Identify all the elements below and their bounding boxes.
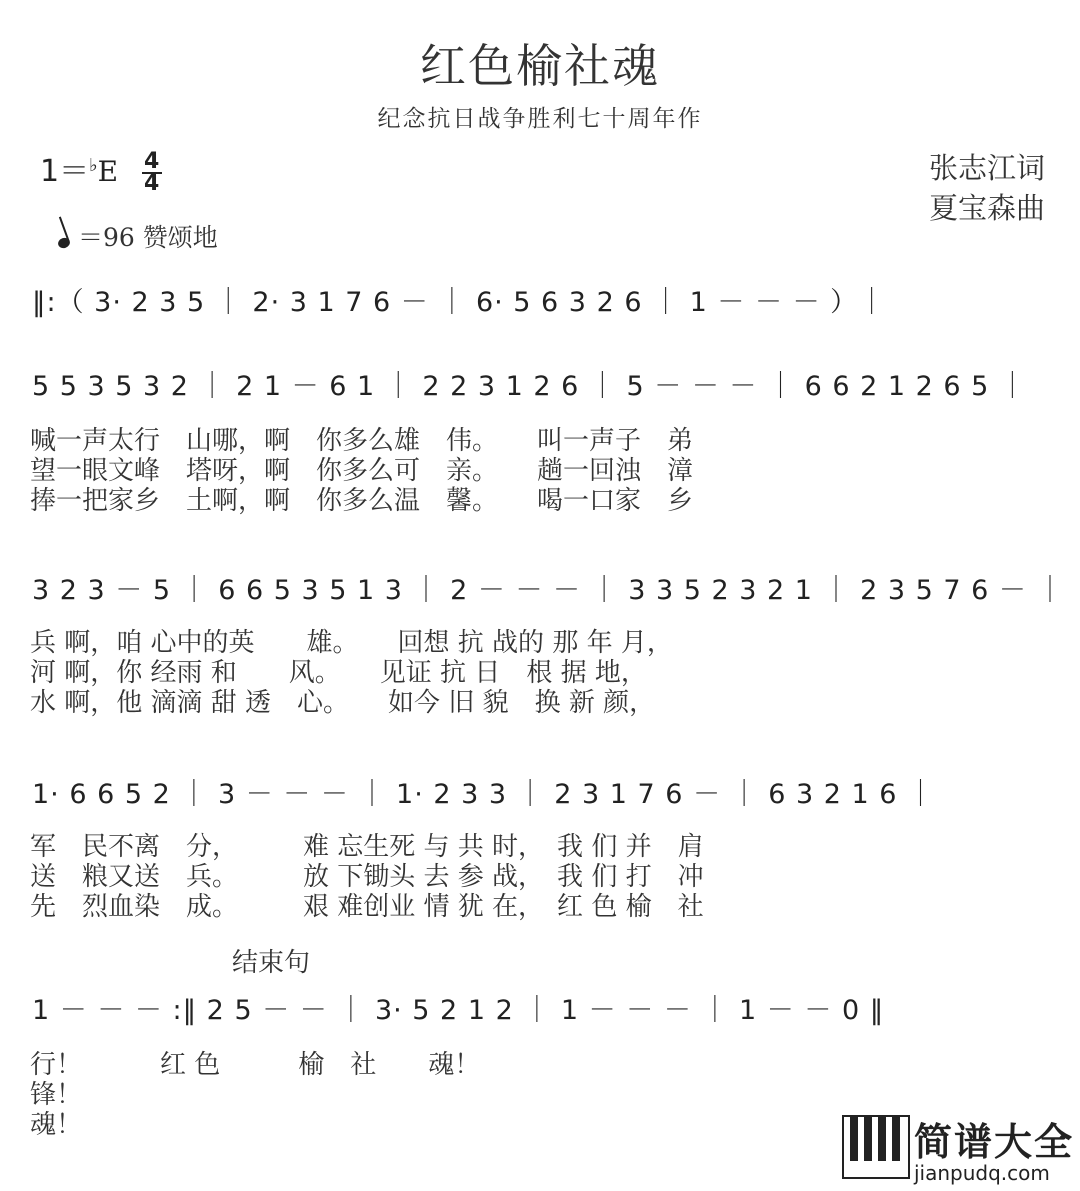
staff-row-3 bbox=[0, 560, 1080, 620]
watermark-name: 简谱大全 bbox=[914, 1120, 1075, 1164]
lyric-line-verse-3: 水 啊，他 滴滴 甜 透 心。 如今 旧 貌 换 新 颜， bbox=[30, 688, 656, 718]
lyric-line-verse-2: 河 啊，你 经雨 和 风。 见证 抗 日 根 据 地， bbox=[30, 658, 647, 688]
time-signature-top: 4 bbox=[143, 148, 160, 174]
lyric-line-verse-1: 喊一声太行 山哪，啊 你多么雄 伟。 叫一声子 弟 bbox=[30, 426, 694, 456]
lyric-line-verse-3: 魂！ bbox=[30, 1110, 83, 1140]
tempo-expression: 赞颂地 bbox=[142, 223, 218, 252]
lyricist-credit: 张志江词 bbox=[928, 151, 1045, 185]
lyric-line-verse-3: 捧一把家乡 土啊，啊 你多么温 馨。 喝一口家 乡 bbox=[30, 486, 694, 516]
staff-row-5 bbox=[0, 980, 1080, 1040]
flat-symbol: ♭ bbox=[89, 155, 98, 176]
composer-credit: 夏宝森曲 bbox=[928, 191, 1045, 225]
lyric-line-verse-1: 行！ 红 色 榆 社 魂！ bbox=[30, 1050, 481, 1080]
lyric-line-verse-2: 望一眼文峰 塔呀，啊 你多么可 亲。 趟一回浊 漳 bbox=[30, 456, 694, 486]
score-title: 红色榆社魂 bbox=[420, 39, 660, 93]
lyric-line-verse-1: 军 民不离 分， 难 忘生死 与 共 时， 我 们 并 肩 bbox=[30, 832, 704, 862]
lyric-line-verse-3: 先 烈血染 成。 艰 难创业 情 犹 在， 红 色 榆 社 bbox=[30, 892, 704, 922]
key-prefix: 1＝ bbox=[40, 154, 90, 189]
notation-line: 1 － － － :‖ 2 5 － － ｜ 3· 5 2 1 2 ｜ 1 － － － ｜ 1 － － 0 ‖ bbox=[32, 995, 885, 1026]
time-signature-bottom: 4 bbox=[143, 170, 160, 196]
site-watermark bbox=[842, 1115, 1074, 1187]
key-note: E bbox=[97, 155, 119, 188]
staff-row-4 bbox=[0, 764, 1080, 824]
time-signature bbox=[142, 148, 162, 196]
piano-keys-icon bbox=[842, 1115, 910, 1179]
score-subtitle: 纪念抗日战争胜利七十周年作 bbox=[377, 106, 703, 132]
tempo-marking bbox=[58, 218, 218, 254]
ending-phrase-label: 结束句 bbox=[232, 948, 311, 978]
staff-row-2 bbox=[0, 356, 1080, 416]
watermark-url: jianpudq.com bbox=[914, 1161, 1050, 1185]
lyric-line-verse-2: 送 粮又送 兵。 放 下锄头 去 参 战， 我 们 打 冲 bbox=[30, 862, 704, 892]
quarter-note-icon bbox=[57, 236, 72, 250]
notation-line: 3 2 3 － 5 ｜ 6 6 5 3 5 1 3 ｜ 2 － － － ｜ 3 3 5 2 3 2 1 ｜ 2 3 5 7 6 － ｜ bbox=[32, 575, 1065, 606]
staff-row-1 bbox=[0, 272, 1080, 332]
lyric-line-verse-2: 锋！ bbox=[30, 1080, 83, 1110]
key-signature bbox=[40, 146, 162, 194]
notation-line: 1· 6 6 5 2 ｜ 3 － － － ｜ 1· 2 3 3 ｜ 2 3 1 7 6 － ｜ 6 3 2 1 6 ｜ bbox=[32, 779, 936, 810]
notation-line: 5 5 3 5 3 2 ｜ 2 1 － 6 1 ｜ 2 2 3 1 2 6 ｜ 5 － － － ｜ 6 6 2 1 2 6 5 ｜ bbox=[32, 371, 1027, 402]
lyric-line-verse-1: 兵 啊，咱 心中的英 雄。 回想 抗 战的 那 年 月， bbox=[30, 628, 673, 658]
notation-line: ‖:（ 3· 2 3 5 ｜ 2· 3 1 7 6 － ｜ 6· 5 6 3 2 6 ｜ 1 － － － ）｜ bbox=[32, 287, 887, 318]
tempo-value: ＝96 bbox=[77, 223, 135, 252]
